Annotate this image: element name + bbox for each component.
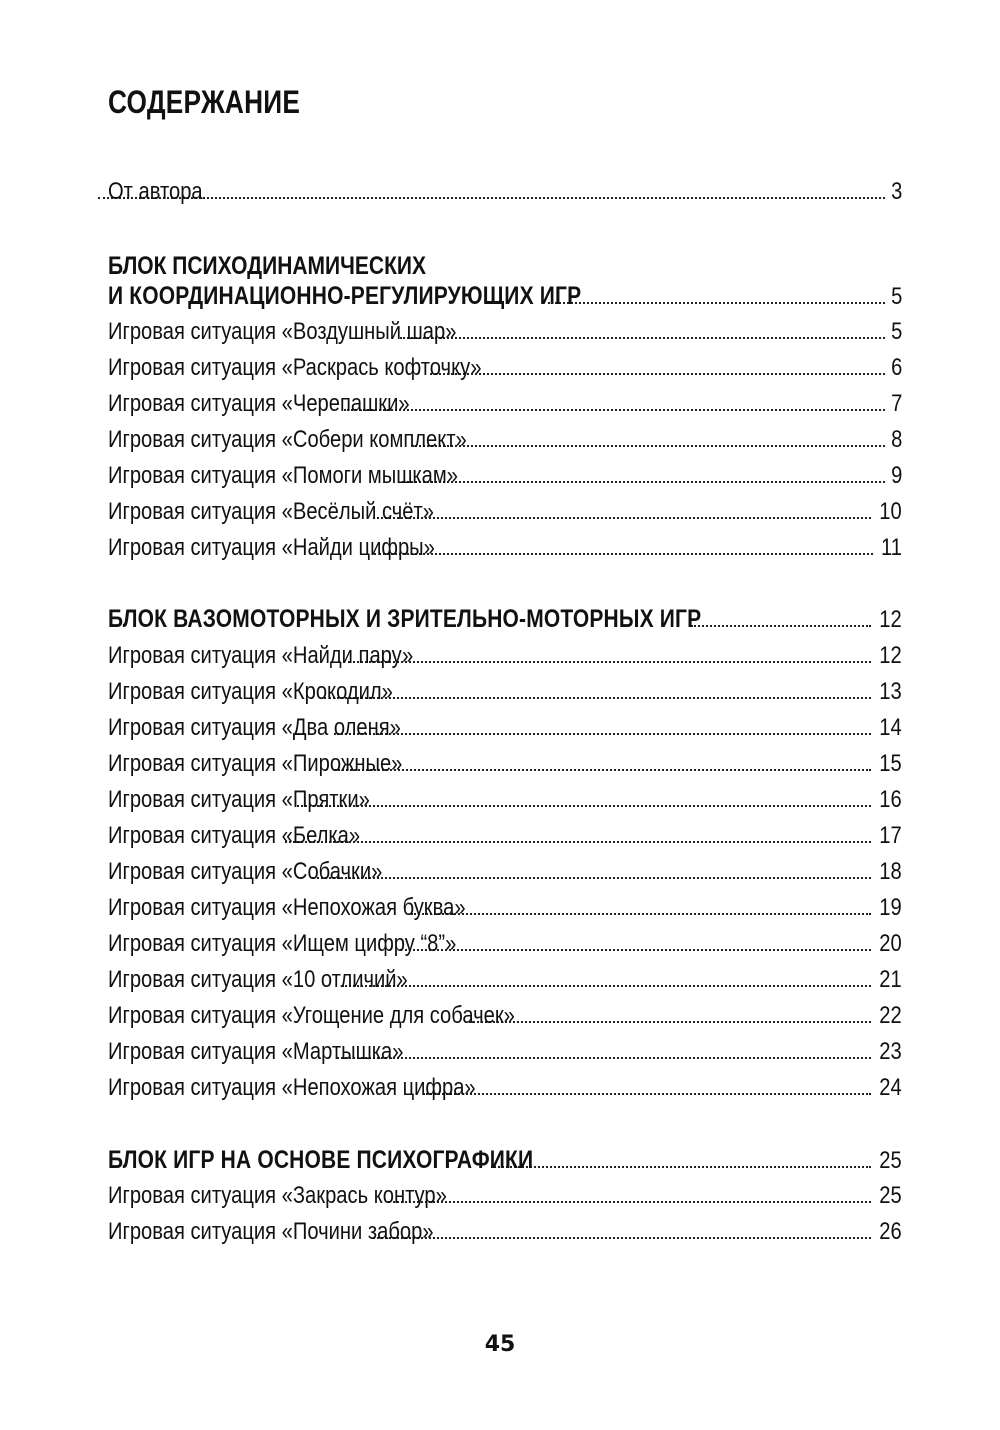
- toc-entry[interactable]: [108, 1037, 902, 1067]
- page-title: СОДЕРЖАНИЕ: [108, 84, 301, 120]
- toc-entry-page: 14: [879, 714, 902, 741]
- dot-leader: [412, 445, 885, 447]
- section-page: 25: [879, 1147, 902, 1174]
- dot-leader: [334, 733, 872, 735]
- toc-entry-label: Игровая ситуация «Собачки»: [108, 858, 383, 885]
- dot-leader: [374, 553, 873, 555]
- dot-leader: [324, 697, 871, 699]
- toc-entry-page: 21: [879, 966, 902, 993]
- toc-entry[interactable]: [108, 425, 902, 455]
- toc-entry[interactable]: [108, 965, 902, 995]
- toc-entry-label: Игровая ситуация «Пирожные»: [108, 750, 403, 777]
- toc-entry[interactable]: [108, 1001, 902, 1031]
- dot-leader: [691, 625, 871, 627]
- dot-leader: [402, 481, 885, 483]
- dot-leader: [342, 985, 872, 987]
- section-page: 12: [879, 606, 902, 633]
- dot-leader: [335, 769, 871, 771]
- dot-leader: [348, 661, 871, 663]
- dot-leader: [344, 409, 885, 411]
- dot-leader: [297, 805, 872, 807]
- toc-entry-intro[interactable]: [108, 177, 902, 207]
- toc-entry-label: От автора: [108, 178, 203, 205]
- toc-entry-label: Игровая ситуация «Белка»: [108, 822, 361, 849]
- section-page: 5: [890, 283, 902, 310]
- toc-entry-page: 8: [890, 426, 902, 453]
- toc-entry-page: 18: [879, 858, 902, 885]
- toc-entry-page: 16: [879, 786, 902, 813]
- toc-entry-page: 5: [890, 318, 902, 345]
- toc-entry-label: Игровая ситуация «Раскрась кофточку»: [108, 354, 482, 381]
- dot-leader: [491, 1166, 871, 1168]
- toc-entry-page: 11: [881, 534, 902, 561]
- dot-leader: [312, 877, 872, 879]
- toc-entry-page: 26: [879, 1218, 902, 1245]
- dot-leader: [469, 1021, 871, 1023]
- toc-entry-page: 24: [879, 1074, 902, 1101]
- toc-entry[interactable]: [108, 929, 902, 959]
- toc-entry-page: 13: [879, 678, 902, 705]
- dot-leader: [400, 337, 885, 339]
- toc-entry-page: 7: [890, 390, 902, 417]
- toc-entry-label: Игровая ситуация «Найди цифры»: [108, 534, 435, 561]
- toc-entry-label: Игровая ситуация «Воздушный шар»: [108, 318, 457, 345]
- section-heading-psychographics[interactable]: [108, 1145, 902, 1176]
- page-number: 45: [484, 1332, 516, 1357]
- toc-entry-label: Игровая ситуация «Крокодил»: [108, 678, 393, 705]
- toc-entry[interactable]: [108, 533, 902, 563]
- toc-entry-label: Игровая ситуация «Угощение для собачек»: [108, 1002, 515, 1029]
- toc-entry-label: Игровая ситуация «10 отличий»: [108, 966, 408, 993]
- toc-entry[interactable]: [108, 353, 902, 383]
- toc-entry[interactable]: [108, 713, 902, 743]
- dot-leader: [430, 373, 885, 375]
- toc-entry[interactable]: [108, 461, 902, 491]
- section-title-line1: БЛОК ПСИХОДИНАМИЧЕСКИХ: [108, 252, 426, 280]
- dot-leader: [337, 1057, 872, 1059]
- toc-entry-page: 17: [879, 822, 902, 849]
- dot-leader: [373, 1237, 872, 1239]
- toc-entry[interactable]: [108, 317, 902, 347]
- toc-entry-page: 12: [879, 642, 902, 669]
- toc-entry-label: Игровая ситуация «Ищем цифру “8”»: [108, 930, 457, 957]
- toc-entry-page: 20: [879, 930, 902, 957]
- dot-leader: [98, 197, 885, 199]
- toc-entry-page: 23: [879, 1038, 902, 1065]
- section-title: БЛОК ИГР НА ОСНОВЕ ПСИХОГРАФИКИ: [108, 1146, 534, 1174]
- dot-leader: [423, 1093, 872, 1095]
- toc-entry-page: 3: [890, 178, 902, 205]
- toc-entry-label: Игровая ситуация «Черепашки»: [108, 390, 410, 417]
- toc-entry[interactable]: [108, 893, 902, 923]
- toc-entry-page: 15: [879, 750, 902, 777]
- section-heading-vasomotor[interactable]: [108, 604, 902, 635]
- toc-entry-label: Игровая ситуация «Два оленя»: [108, 714, 401, 741]
- toc-entry[interactable]: [108, 785, 902, 815]
- toc-entry[interactable]: [108, 497, 902, 527]
- toc-entry-page: 19: [879, 894, 902, 921]
- toc-entry-label: Игровая ситуация «Весёлый счёт»: [108, 498, 434, 525]
- dot-leader: [373, 517, 871, 519]
- dot-leader: [548, 302, 884, 304]
- toc-entry-label: Игровая ситуация «Помоги мышкам»: [108, 462, 458, 489]
- toc-entry-page: 10: [879, 498, 902, 525]
- toc-entry[interactable]: [108, 749, 902, 779]
- toc-entry-label: Игровая ситуация «Почини забор»: [108, 1218, 434, 1245]
- toc-entry-label: Игровая ситуация «Непохожая цифра»: [108, 1074, 476, 1101]
- toc-entry[interactable]: [108, 1073, 902, 1103]
- toc-entry-label: Игровая ситуация «Мартышка»: [108, 1038, 404, 1065]
- dot-leader: [400, 949, 872, 951]
- toc-entry[interactable]: [108, 677, 902, 707]
- dot-leader: [411, 913, 872, 915]
- toc-entry-label: Игровая ситуация «Найди пару»: [108, 642, 414, 669]
- toc-entry[interactable]: [108, 857, 902, 887]
- dot-leader: [388, 1201, 871, 1203]
- section-title: И КООРДИНАЦИОННО-РЕГУЛИРУЮЩИХ ИГР: [108, 282, 582, 310]
- toc-entry-label: Игровая ситуация «Прятки»: [108, 786, 370, 813]
- toc-entry-page: 9: [890, 462, 902, 489]
- toc-entry-page: 22: [879, 1002, 902, 1029]
- toc-entry-label: Игровая ситуация «Закрась контур»: [108, 1182, 447, 1209]
- dot-leader: [285, 841, 871, 843]
- toc-entry[interactable]: [108, 821, 902, 851]
- toc-entry[interactable]: [108, 1181, 902, 1211]
- toc-entry[interactable]: [108, 1217, 902, 1247]
- toc-entry-page: 25: [879, 1182, 902, 1209]
- section-heading-psychodynamic[interactable]: [108, 281, 902, 312]
- toc-entry[interactable]: [108, 641, 902, 671]
- toc-entry[interactable]: [108, 389, 902, 419]
- toc-entry-page: 6: [890, 354, 902, 381]
- toc-entry-label: Игровая ситуация «Собери комплект»: [108, 426, 467, 453]
- toc-entry-label: Игровая ситуация «Непохожая буква»: [108, 894, 466, 921]
- section-title: БЛОК ВАЗОМОТОРНЫХ И ЗРИТЕЛЬНО-МОТОРНЫХ ИГР: [108, 605, 702, 633]
